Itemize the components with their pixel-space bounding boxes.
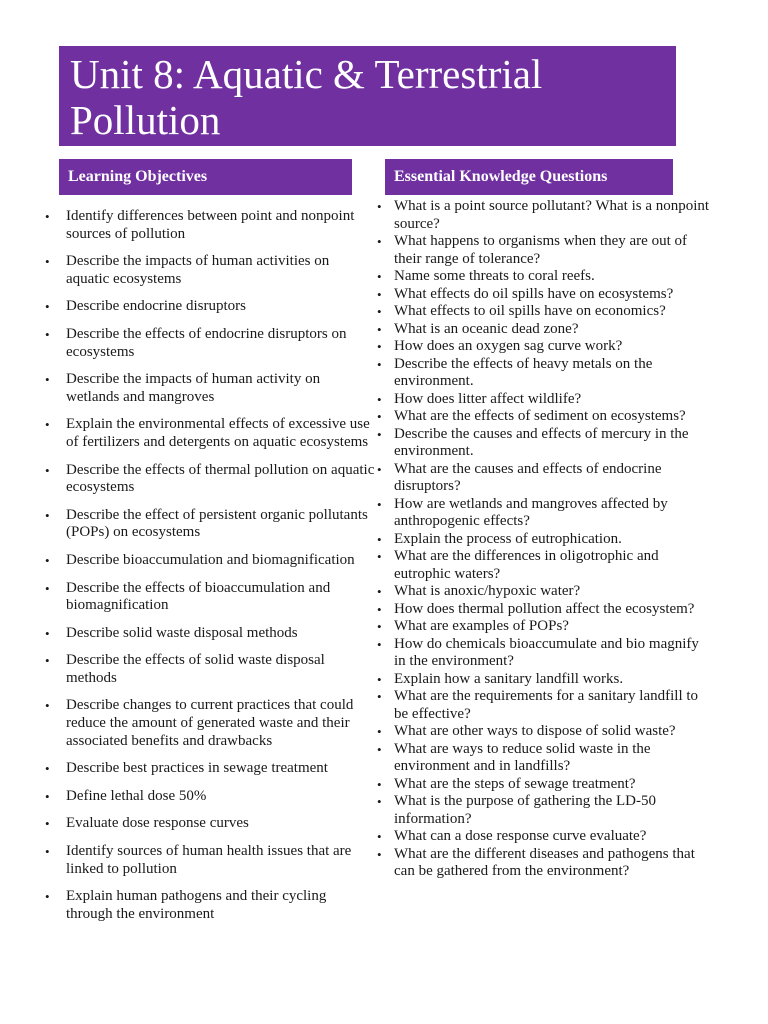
essential-knowledge-header: Essential Knowledge Questions — [385, 159, 673, 195]
essential-question-item: • What happens to organisms when they are out of their range of tolerance? — [394, 233, 714, 268]
essential-question-item: • What effects to oil spills have on economics? — [394, 303, 714, 321]
essential-question-item: • What effects do oil spills have on ecosystems? — [394, 286, 714, 304]
learning-objective-item: • Evaluate dose response curves — [66, 815, 376, 833]
learning-objective-item: • Explain the environmental effects of excessive use of fertilizers and detergents on aquatic ecosystems — [66, 416, 376, 451]
essential-question-item: • What is the purpose of gathering the LD-50 information? — [394, 793, 714, 828]
essential-question-item: • What are examples of POPs? — [394, 618, 714, 636]
learning-objective-item: • Describe bioaccumulation and biomagnification — [66, 552, 376, 570]
essential-question-item: • What are the differences in oligotrophic and eutrophic waters? — [394, 548, 714, 583]
learning-objective-item: • Describe changes to current practices that could reduce the amount of generated waste and their associated benefits and drawbacks — [66, 697, 376, 750]
title-line-1: Unit 8: Aquatic & Terrestrial — [70, 51, 543, 97]
essential-question-item: • Describe the effects of heavy metals on the environment. — [394, 356, 714, 391]
essential-question-item: • How does thermal pollution affect the ecosystem? — [394, 601, 714, 619]
essential-knowledge-list — [394, 198, 714, 881]
learning-objective-item: • Describe endocrine disruptors — [66, 298, 376, 316]
essential-question-item: • How do chemicals bioaccumulate and bio magnify in the environment? — [394, 636, 714, 671]
essential-question-item: • What can a dose response curve evaluate? — [394, 828, 714, 846]
essential-question-item: • What is a point source pollutant? What is a nonpoint source? — [394, 198, 714, 233]
essential-question-item: • Explain how a sanitary landfill works. — [394, 671, 714, 689]
learning-objective-item: • Describe the effects of endocrine disruptors on ecosystems — [66, 326, 376, 361]
learning-objective-item: • Describe best practices in sewage treatment — [66, 760, 376, 778]
learning-objective-item: • Describe the impacts of human activity on wetlands and mangroves — [66, 371, 376, 406]
essential-question-item: • What is anoxic/hypoxic water? — [394, 583, 714, 601]
page-title — [59, 46, 676, 146]
essential-question-item: • How are wetlands and mangroves affected by anthropogenic effects? — [394, 496, 714, 531]
essential-question-item: • Explain the process of eutrophication. — [394, 531, 714, 549]
learning-objective-item: • Define lethal dose 50% — [66, 788, 376, 806]
learning-objectives-header: Learning Objectives — [59, 159, 352, 195]
title-line-2: Pollution — [70, 97, 221, 143]
essential-question-item: • What are the effects of sediment on ecosystems? — [394, 408, 714, 426]
essential-question-item: • What are ways to reduce solid waste in the environment and in landfills? — [394, 741, 714, 776]
essential-question-item: • Describe the causes and effects of mercury in the environment. — [394, 426, 714, 461]
essential-question-item: • What are the requirements for a sanitary landfill to be effective? — [394, 688, 714, 723]
learning-objective-item: • Describe the effects of solid waste disposal methods — [66, 652, 376, 687]
learning-objective-item: • Describe the effects of thermal pollution on aquatic ecosystems — [66, 462, 376, 497]
learning-objective-item: • Identify sources of human health issues that are linked to pollution — [66, 843, 376, 878]
essential-question-item: • How does an oxygen sag curve work? — [394, 338, 714, 356]
essential-question-item: • What are the different diseases and pathogens that can be gathered from the environment? — [394, 846, 714, 881]
learning-objective-item: • Describe solid waste disposal methods — [66, 625, 376, 643]
learning-objective-item: • Describe the impacts of human activities on aquatic ecosystems — [66, 253, 376, 288]
essential-question-item: • What is an oceanic dead zone? — [394, 321, 714, 339]
learning-objective-item: • Describe the effect of persistent organic pollutants (POPs) on ecosystems — [66, 507, 376, 542]
essential-question-item: • Name some threats to coral reefs. — [394, 268, 714, 286]
essential-question-item: • What are other ways to dispose of solid waste? — [394, 723, 714, 741]
learning-objective-item: • Identify differences between point and nonpoint sources of pollution — [66, 208, 376, 243]
learning-objective-item: • Describe the effects of bioaccumulation and biomagnification — [66, 580, 376, 615]
essential-question-item: • What are the causes and effects of endocrine disruptors? — [394, 461, 714, 496]
essential-question-item: • How does litter affect wildlife? — [394, 391, 714, 409]
learning-objectives-list — [66, 208, 376, 933]
essential-question-item: • What are the steps of sewage treatment? — [394, 776, 714, 794]
learning-objective-item: • Explain human pathogens and their cycling through the environment — [66, 888, 376, 923]
